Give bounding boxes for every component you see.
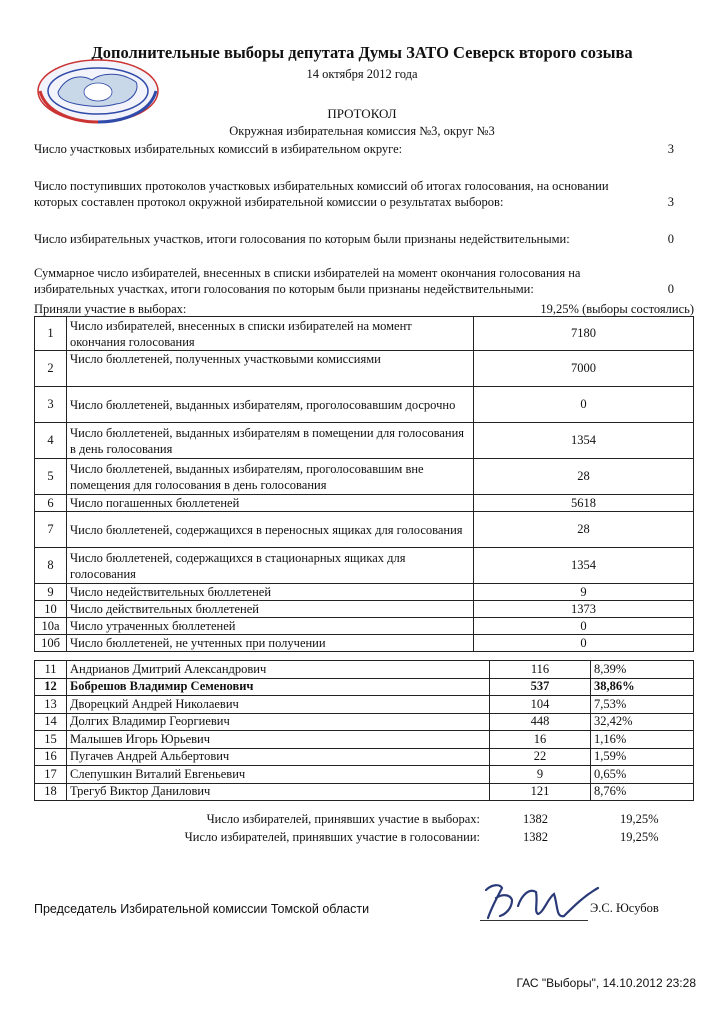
candidate-percent: 32,42% <box>591 713 694 731</box>
info-text: Число поступивших протоколов участковых избирательных комиссий об итогах голосования, на основании которых составлен протокол окружной избирательной комиссии о результатах выборов: <box>34 179 609 209</box>
table-row <box>35 766 694 784</box>
info-value: 3 <box>667 195 674 209</box>
row-number: 13 <box>35 696 67 714</box>
summary-percent: 19,25% <box>620 812 659 826</box>
table-row <box>35 713 694 731</box>
table-row <box>35 783 694 801</box>
summary-value: 1382 <box>523 812 548 826</box>
candidates-table <box>34 660 694 801</box>
table-row <box>35 317 694 351</box>
candidate-votes: 22 <box>490 748 591 766</box>
document-title: Дополнительные выборы депутата Думы ЗАТО Северск второго созыва <box>91 43 633 62</box>
row-label: Число бюллетеней, не учтенных при получении <box>67 635 474 652</box>
row-number: 7 <box>35 512 67 548</box>
table-row <box>35 584 694 601</box>
table-row <box>35 351 694 387</box>
row-label: Число бюллетеней, содержащихся в стационарных ящиках для голосования <box>67 548 474 584</box>
candidate-votes: 537 <box>490 678 591 696</box>
table-row <box>35 387 694 423</box>
row-number: 11 <box>35 661 67 679</box>
table-row <box>35 601 694 618</box>
row-number: 10 <box>35 601 67 618</box>
row-label: Число бюллетеней, содержащихся в переносных ящиках для голосования <box>67 512 474 548</box>
row-number: 16 <box>35 748 67 766</box>
candidate-votes: 104 <box>490 696 591 714</box>
info-value: 0 <box>667 282 674 296</box>
row-number: 1 <box>35 317 67 351</box>
row-label: Число недействительных бюллетеней <box>67 584 474 601</box>
row-number: 8 <box>35 548 67 584</box>
candidate-name: Слепушкин Виталий Евгеньевич <box>67 766 490 784</box>
row-value: 1354 <box>474 423 694 459</box>
row-value: 7180 <box>474 317 694 351</box>
row-value: 0 <box>474 387 694 423</box>
table-row <box>35 731 694 749</box>
info-invalid-precincts <box>34 231 674 247</box>
row-number: 3 <box>35 387 67 423</box>
candidate-votes: 116 <box>490 661 591 679</box>
row-value: 1354 <box>474 548 694 584</box>
commission-name: Окружная избирательная комиссия №3, округ №3 <box>229 124 495 138</box>
row-number: 10б <box>35 635 67 652</box>
info-value: 0 <box>667 232 674 246</box>
system-footer: ГАС "Выборы", 14.10.2012 23:28 <box>516 976 696 990</box>
row-number: 5 <box>35 459 67 495</box>
statistics-table <box>34 316 694 652</box>
candidate-percent: 8,76% <box>591 783 694 801</box>
row-label: Число избирателей, внесенных в списки избирателей на момент окончания голосования <box>67 317 474 351</box>
row-value: 1373 <box>474 601 694 618</box>
row-number: 2 <box>35 351 67 387</box>
row-number: 4 <box>35 423 67 459</box>
candidate-name: Дворецкий Андрей Николаевич <box>67 696 490 714</box>
table-row <box>35 748 694 766</box>
row-value: 7000 <box>474 351 694 387</box>
chairman-name: Э.С. Юсубов <box>590 901 659 915</box>
info-text: Число участковых избирательных комиссий в избирательном округе: <box>34 142 403 156</box>
row-number: 6 <box>35 495 67 512</box>
row-value: 0 <box>474 635 694 652</box>
info-precinct-commissions <box>34 141 674 157</box>
table-row <box>35 459 694 495</box>
table-row <box>35 512 694 548</box>
row-label: Число утраченных бюллетеней <box>67 618 474 635</box>
row-label: Число бюллетеней, полученных участковыми комиссиями <box>67 351 474 387</box>
candidate-percent: 1,59% <box>591 748 694 766</box>
candidate-percent: 1,16% <box>591 731 694 749</box>
info-received-protocols <box>34 178 674 210</box>
row-value: 28 <box>474 459 694 495</box>
summary-label: Число избирателей, принявших участие в выборах: <box>206 812 480 826</box>
table-row <box>35 661 694 679</box>
candidate-percent: 7,53% <box>591 696 694 714</box>
candidate-name: Трегуб Виктор Данилович <box>67 783 490 801</box>
row-value: 5618 <box>474 495 694 512</box>
table-row <box>35 618 694 635</box>
row-number: 18 <box>35 783 67 801</box>
row-number: 15 <box>35 731 67 749</box>
candidate-votes: 16 <box>490 731 591 749</box>
candidate-name: Андрианов Дмитрий Александрович <box>67 661 490 679</box>
turnout-value: 19,25% (выборы состоялись) <box>540 302 694 316</box>
election-date: 14 октября 2012 года <box>306 67 418 81</box>
table-row <box>35 495 694 512</box>
candidate-name: Долгих Владимир Георгиевич <box>67 713 490 731</box>
candidate-name: Бобрешов Владимир Семенович <box>67 678 490 696</box>
row-label: Число погашенных бюллетеней <box>67 495 474 512</box>
row-label: Число бюллетеней, выданных избирателям, проголосовавшим досрочно <box>67 387 474 423</box>
table-row <box>35 423 694 459</box>
row-label: Число бюллетеней, выданных избирателям, проголосовавшим вне помещения для голосования в день голосования <box>67 459 474 495</box>
row-label: Число действительных бюллетеней <box>67 601 474 618</box>
table-row <box>35 635 694 652</box>
candidate-name: Пугачев Андрей Альбертович <box>67 748 490 766</box>
row-number: 9 <box>35 584 67 601</box>
candidate-percent: 0,65% <box>591 766 694 784</box>
chairman-title: Председатель Избирательной комиссии Томской области <box>34 902 370 916</box>
turnout-label: Приняли участие в выборах: <box>34 302 187 316</box>
row-number: 17 <box>35 766 67 784</box>
summary-percent: 19,25% <box>620 830 659 844</box>
summary-label: Число избирателей, принявших участие в голосовании: <box>184 830 480 844</box>
candidate-percent: 8,39% <box>591 661 694 679</box>
row-number: 14 <box>35 713 67 731</box>
candidate-votes: 448 <box>490 713 591 731</box>
candidate-votes: 9 <box>490 766 591 784</box>
row-value: 9 <box>474 584 694 601</box>
row-number: 12 <box>35 678 67 696</box>
info-voters-invalid-precincts <box>34 265 674 297</box>
row-value: 28 <box>474 512 694 548</box>
row-number: 10а <box>35 618 67 635</box>
row-value: 0 <box>474 618 694 635</box>
signature-line <box>480 920 588 921</box>
table-row <box>35 548 694 584</box>
candidate-name: Малышев Игорь Юрьевич <box>67 731 490 749</box>
protocol-heading: ПРОТОКОЛ <box>327 106 397 121</box>
turnout-line <box>34 302 694 317</box>
info-value: 3 <box>667 142 674 156</box>
summary-value: 1382 <box>523 830 548 844</box>
row-label: Число бюллетеней, выданных избирателям в помещении для голосования в день голосования <box>67 423 474 459</box>
info-text: Число избирательных участков, итоги голосования по которым были признаны недействительными: <box>34 232 570 246</box>
table-row <box>35 678 694 696</box>
table-row <box>35 696 694 714</box>
info-text: Суммарное число избирателей, внесенных в списки избирателей на момент окончания голосования на избирательных участках, итоги голосования по которым были признаны недействительными: <box>34 266 581 296</box>
candidate-votes: 121 <box>490 783 591 801</box>
candidate-percent: 38,86% <box>591 678 694 696</box>
signature-icon <box>478 876 608 926</box>
